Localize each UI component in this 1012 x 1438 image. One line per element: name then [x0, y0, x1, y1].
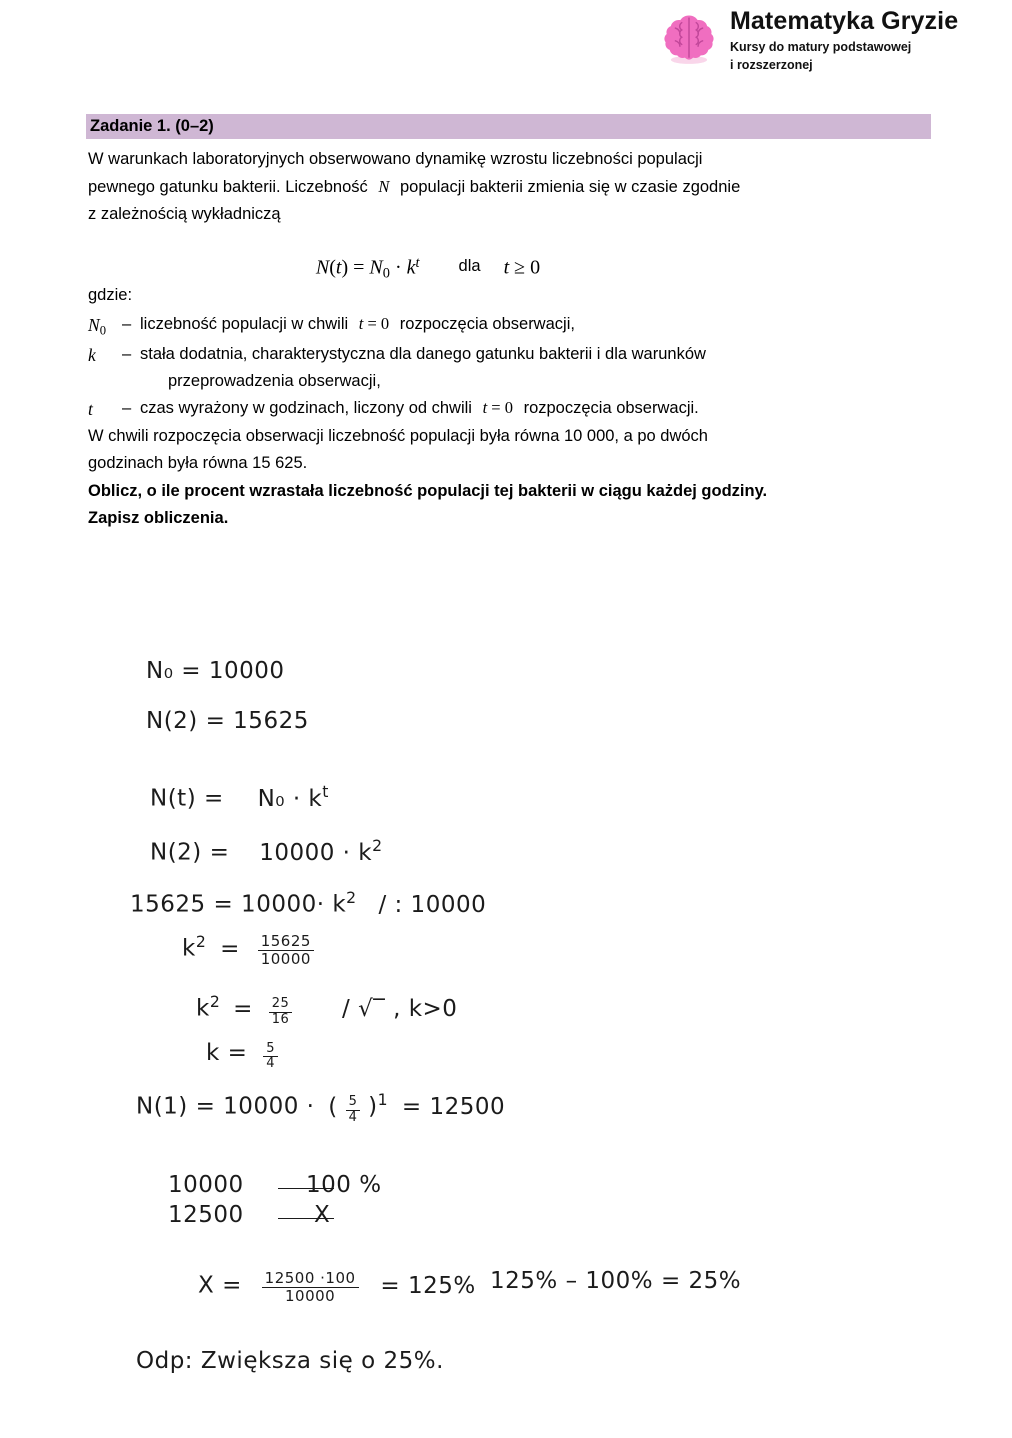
definition-text [140, 341, 938, 394]
intro-line-2-b: populacji bakterii zmienia się w czasie zgodnie [399, 178, 741, 197]
definition-text-b: rozpoczęcia obserwacji. [523, 398, 699, 417]
hw-N2-value: N(2) = 15625 [146, 708, 309, 734]
hw-percent-difference: 125% – 100% = 25% [490, 1268, 742, 1294]
symbol-N: N [378, 177, 390, 197]
hw-formula-substituted: $N(2) = 10000 \cdot k^2$ [150, 836, 383, 866]
definition-symbol: t [88, 398, 93, 419]
definition-text: liczebność populacji w chwili t = 0 rozpoczęcia obserwacji, [140, 314, 575, 334]
definition-dash: – [122, 315, 132, 334]
hw-sqrt-note: / √‾ , k>0 [342, 995, 458, 1022]
definition-item [88, 341, 938, 394]
definition-text-indent: przeprowadzenia obserwacji, [168, 372, 381, 390]
intro-line-1: W warunkach laboratoryjnych obserwowano dynamikę wzrostu liczebności populacji [88, 150, 703, 168]
hw-proportion-left-2: 12500 [168, 1202, 244, 1228]
hw-equation-divide: $15625 = 10000\cdot k^2$ / : 10000 [130, 888, 487, 918]
brand-subtitle-line2: i rozszerzonej [730, 58, 813, 73]
brand-subtitle-line1: Kursy do matury podstawowej [730, 40, 912, 55]
intro-line-3: z zależnością wykładniczą [88, 205, 281, 224]
hw-proportion-rule-2 [278, 1218, 334, 1219]
definition-list [88, 311, 938, 423]
hw-k-value: k = $\frac{5}{4}$ [206, 1040, 278, 1072]
exponential-formula: $N(t) = N_0 \cdot k^t$ dla t ≥ 0 [315, 254, 541, 282]
gdzie-label: gdzie: [88, 286, 133, 305]
hw-proportion-left-1: 10000 [168, 1172, 244, 1198]
hw-N0-value: N₀ = 10000 [146, 658, 285, 684]
formula-dla-label: dla [458, 257, 481, 276]
hw-proportion-right-2: X [314, 1202, 331, 1228]
definition-text: czas wyrażony w godzinach, liczony od chwili t = 0 rozpoczęcia obserwacji. [140, 397, 699, 417]
intro-line-2 [88, 173, 938, 201]
hw-final-answer: Odp: Zwiększa się o 25%. [136, 1348, 444, 1374]
definition-symbol: $N_0$ [88, 315, 106, 338]
brand-title: Matematyka Gryzie [730, 7, 959, 35]
hw-formula-general: $N(t) = N_0 \cdot k^t$ [150, 782, 329, 812]
data-line-1: W chwili rozpoczęcia obserwacji liczebność populacji była równa 10 000, a po dwóch [88, 427, 708, 446]
definition-symbol: k [88, 345, 96, 366]
hw-fraction-numerator: 15625 [260, 932, 311, 951]
task-header-bar [86, 114, 931, 139]
definition-item [88, 395, 938, 423]
hw-proportion-rule-1 [278, 1188, 334, 1189]
hw-k-squared-simplified: $k^2$ = $\frac{25}{16}$ / √‾ , k>0 [196, 992, 458, 1027]
task-header-label: Zadanie 1. (0–2) [90, 117, 214, 135]
brand-header [660, 8, 958, 75]
definition-item [88, 311, 938, 341]
definition-text-a: stała dodatnia, charakterystyczna dla danego gatunku bakterii i dla warunków [140, 345, 706, 364]
brain-icon [660, 10, 718, 68]
data-line-2: godzinach była równa 15 625. [88, 454, 308, 473]
question-line-2: Zapisz obliczenia. [88, 508, 229, 527]
definition-dash: – [122, 345, 132, 364]
definition-text-a: czas wyrażony w godzinach, liczony od chwili [140, 398, 472, 417]
hw-x-computation: X = $\frac{12500 \cdot 100}{10000}$ = 125% [198, 1269, 476, 1305]
hw-fraction-denominator: 10000 [258, 950, 314, 968]
hw-proportion-right-1: 100 % [306, 1172, 382, 1198]
definition-text-a: liczebność populacji w chwili [140, 315, 349, 334]
hw-k-squared-fraction: $k^2$ = $\frac{15625}{10000}$ [182, 932, 314, 968]
question-line-1: Oblicz, o ile procent wzrastała liczebność populacji tej bakterii w ciągu każdej godziny. [88, 481, 768, 500]
hw-N1-computation: N(1) = 10000 · ( $\frac{5}{4}$ )$^1$ = 12500 [136, 1090, 506, 1125]
definition-text-b: rozpoczęcia obserwacji, [399, 315, 575, 334]
task-content [88, 146, 938, 532]
intro-line-2-a: pewnego gatunku bakterii. Liczebność [88, 178, 368, 197]
definition-dash: – [122, 398, 132, 417]
